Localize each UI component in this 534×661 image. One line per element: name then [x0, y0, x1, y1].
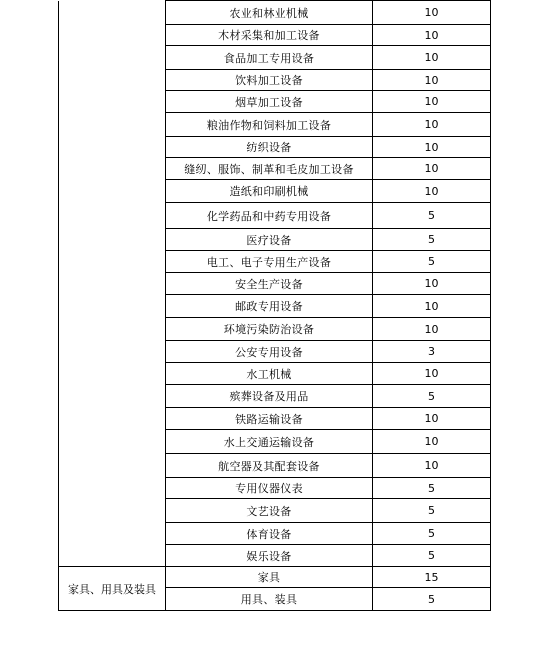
item-name-cell: 航空器及其配套设备 [166, 454, 373, 478]
years-value-cell: 10 [373, 91, 491, 113]
item-name-cell: 烟草加工设备 [166, 91, 373, 113]
item-name-cell: 用具、装具 [166, 588, 373, 611]
years-value-cell: 5 [373, 478, 491, 499]
years-value-cell: 10 [373, 454, 491, 478]
years-value-cell: 3 [373, 341, 491, 363]
item-name-cell: 娱乐设备 [166, 545, 373, 567]
item-name-cell: 家具 [166, 567, 373, 588]
item-name-cell: 水工机械 [166, 363, 373, 385]
item-name-cell: 食品加工专用设备 [166, 46, 373, 70]
years-value-cell: 10 [373, 273, 491, 295]
years-value-cell: 10 [373, 295, 491, 318]
years-value-cell: 10 [373, 46, 491, 70]
item-name-cell: 专用仪器仪表 [166, 478, 373, 499]
item-name-cell: 电工、电子专用生产设备 [166, 251, 373, 273]
depreciation-table [58, 0, 491, 611]
item-name-cell: 安全生产设备 [166, 273, 373, 295]
years-value-cell: 10 [373, 408, 491, 430]
item-name-cell: 饮料加工设备 [166, 70, 373, 91]
item-name-cell: 化学药品和中药专用设备 [166, 203, 373, 229]
item-name-cell: 缝纫、服饰、制革和毛皮加工设备 [166, 158, 373, 180]
years-value-cell: 10 [373, 430, 491, 454]
item-name-cell: 水上交通运输设备 [166, 430, 373, 454]
years-value-cell: 5 [373, 385, 491, 408]
item-name-cell: 邮政专用设备 [166, 295, 373, 318]
item-name-cell: 木材采集和加工设备 [166, 25, 373, 46]
years-value-cell: 10 [373, 113, 491, 137]
item-name-cell: 文艺设备 [166, 499, 373, 523]
years-value-cell: 5 [373, 203, 491, 229]
item-name-cell: 农业和林业机械 [166, 1, 373, 25]
item-name-cell: 医疗设备 [166, 229, 373, 251]
category-cell-empty [59, 1, 166, 567]
years-value-cell: 5 [373, 499, 491, 523]
years-value-cell: 15 [373, 567, 491, 588]
item-name-cell: 铁路运输设备 [166, 408, 373, 430]
table-row [59, 567, 491, 588]
years-value-cell: 5 [373, 545, 491, 567]
years-value-cell: 5 [373, 229, 491, 251]
years-value-cell: 10 [373, 70, 491, 91]
years-value-cell: 5 [373, 251, 491, 273]
years-value-cell: 10 [373, 25, 491, 46]
years-value-cell: 10 [373, 180, 491, 203]
table-row [59, 1, 491, 25]
years-value-cell: 10 [373, 318, 491, 341]
item-name-cell: 粮油作物和饲料加工设备 [166, 113, 373, 137]
years-value-cell: 10 [373, 1, 491, 25]
years-value-cell: 10 [373, 158, 491, 180]
item-name-cell: 公安专用设备 [166, 341, 373, 363]
category-cell-furniture: 家具、用具及装具 [59, 567, 166, 611]
years-value-cell: 10 [373, 363, 491, 385]
item-name-cell: 纺织设备 [166, 137, 373, 158]
years-value-cell: 10 [373, 137, 491, 158]
item-name-cell: 环境污染防治设备 [166, 318, 373, 341]
years-value-cell: 5 [373, 523, 491, 545]
item-name-cell: 造纸和印刷机械 [166, 180, 373, 203]
years-value-cell: 5 [373, 588, 491, 611]
item-name-cell: 殡葬设备及用品 [166, 385, 373, 408]
table-body [59, 1, 491, 611]
item-name-cell: 体育设备 [166, 523, 373, 545]
